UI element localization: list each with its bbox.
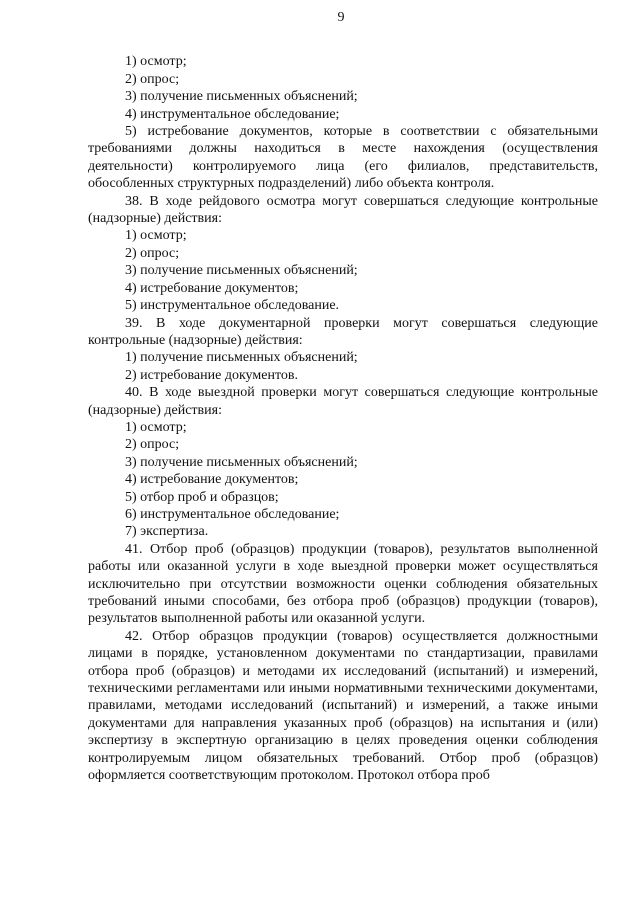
clause-40-item-5: 5) отбор проб и образцов; bbox=[125, 489, 279, 505]
clause-40-item-6: 6) инструментальное обследование; bbox=[125, 506, 340, 522]
clause-42: 42. Отбор образцов продукции (товаров) осуществляется должностными лицами в порядке, установленном документами по стандартизации, правилами отбора проб (образцов) и методами их исследований (испытаний) и измерений, техническими регламентами или иными нормативными техническими документами, правилами, методами исследований (испытаний) и измерений, а также иными документами для направления указанных проб (образцов) на испытания и (или) экспертизу в экспертную организацию в целях проведения оценки соблюдения контролируемым лицом обязательных требований. Отбор проб (образцов) оформляется соответствующим протоколом. Протокол отбора проб bbox=[88, 628, 598, 784]
list-item-5: 5) истребование документов, которые в соответствии с обязательными требованиями должны находиться в месте нахождения (осуществления деятельности) контролируемого лица (его филиалов, представительств, обособленных структурных подразделений) либо объекта контроля. bbox=[88, 124, 598, 192]
list-item-1: 1) осмотр; bbox=[125, 54, 187, 70]
clause-38-item-2: 2) опрос; bbox=[125, 245, 180, 261]
clause-40: 40. В ходе выездной проверки могут совершаться следующие контрольные (надзорные) действия: bbox=[88, 385, 598, 418]
list-item-2: 2) опрос; bbox=[125, 71, 180, 87]
clause-38: 38. В ходе рейдового осмотра могут совершаться следующие контрольные (надзорные) действия: bbox=[88, 193, 598, 227]
clause-38-item-4: 4) истребование документов; bbox=[125, 280, 299, 296]
document-body bbox=[88, 53, 598, 784]
clause-39: 39. В ходе документарной проверки могут совершаться следующие контрольные (надзорные) действия: bbox=[88, 315, 598, 348]
clause-38-item-5: 5) инструментальное обследование. bbox=[125, 298, 340, 314]
clause-41: 41. Отбор проб (образцов) продукции (товаров), результатов выполненной работы или оказанной услуги в ходе выездной проверки может осуществляться исключительно при отсутствии возможности оценки соблюдения обязательных требований иными способами, без отбора проб (образцов) продукции (товаров), результатов выполненной работы или оказанной услуги. bbox=[88, 541, 598, 627]
clause-40-item-2: 2) опрос; bbox=[125, 437, 180, 453]
clause-40-item-3: 3) получение письменных объяснений; bbox=[125, 454, 358, 470]
clause-39-item-2: 2) истребование документов. bbox=[125, 367, 298, 383]
clause-40-item-1: 1) осмотр; bbox=[125, 419, 187, 435]
list-item-3: 3) получение письменных объяснений; bbox=[125, 89, 358, 105]
clause-38-item-3: 3) получение письменных объяснений; bbox=[125, 263, 358, 279]
list-item-4: 4) инструментальное обследование; bbox=[125, 106, 340, 122]
clause-38-item-1: 1) осмотр; bbox=[125, 228, 187, 244]
clause-40-item-7: 7) экспертиза. bbox=[125, 524, 209, 540]
page-number: 9 bbox=[337, 10, 345, 25]
clause-39-item-1: 1) получение письменных объяснений; bbox=[125, 350, 358, 366]
clause-40-item-4: 4) истребование документов; bbox=[125, 472, 299, 488]
